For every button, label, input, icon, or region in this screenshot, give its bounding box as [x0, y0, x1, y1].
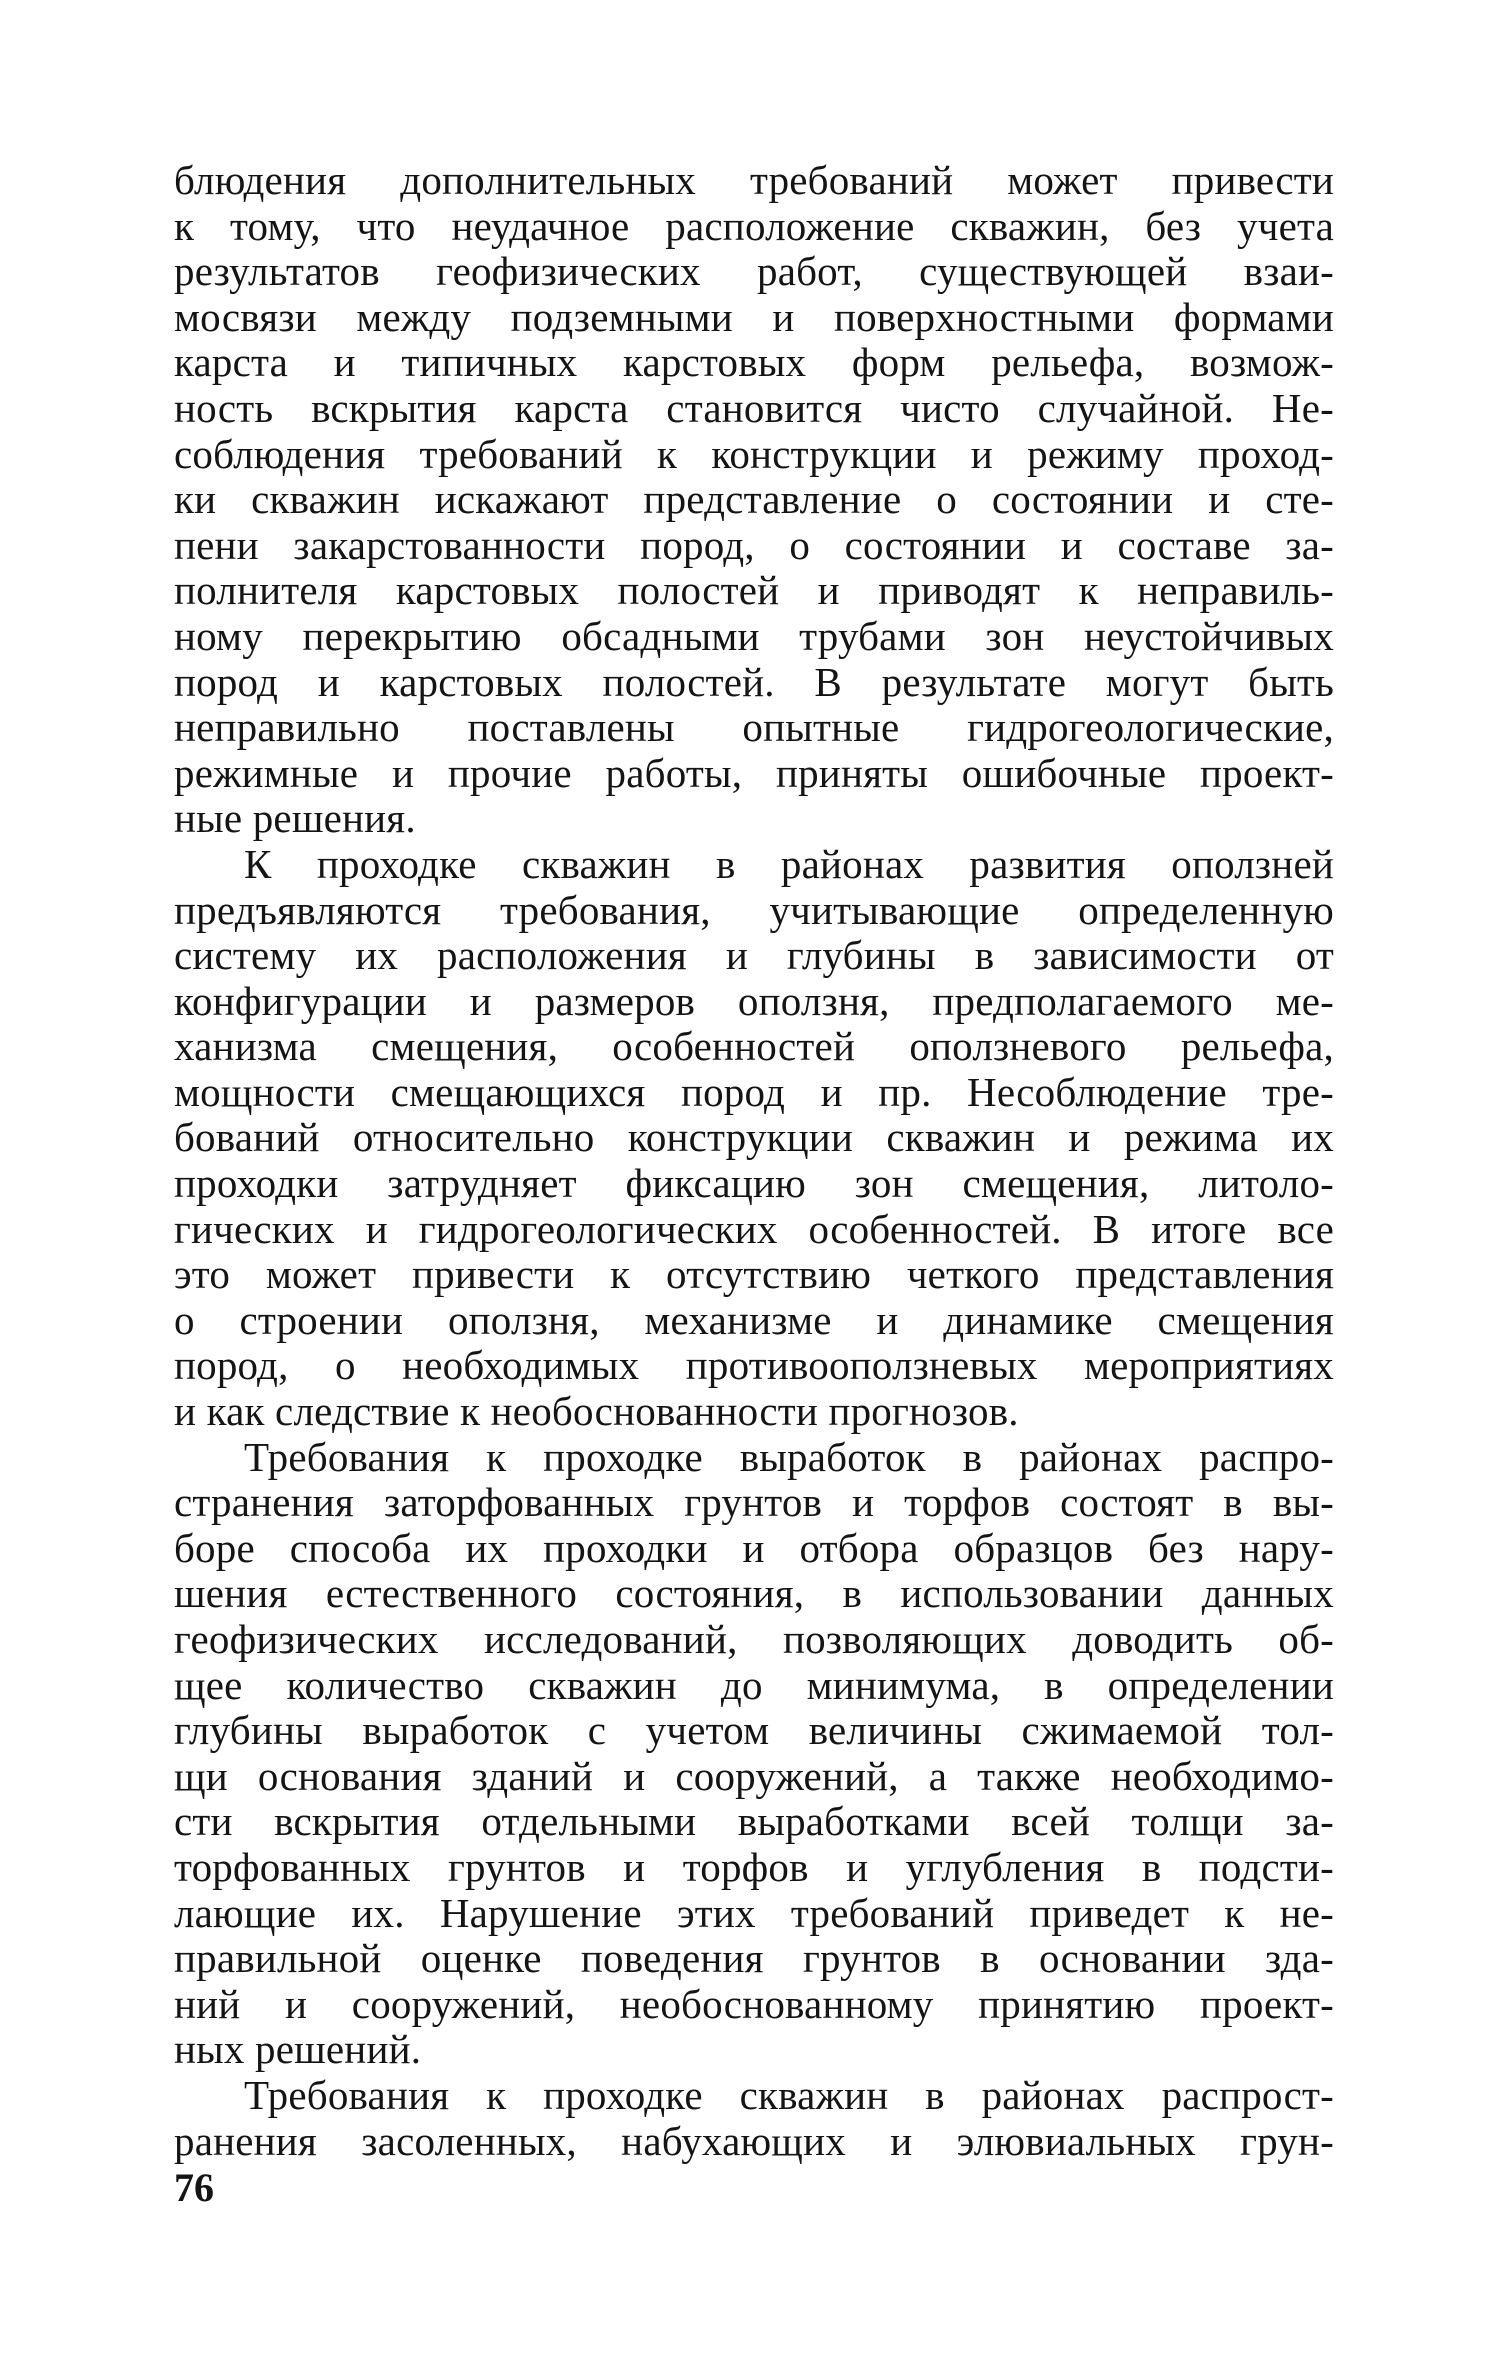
text-line: странения заторфованных грунтов и торфов состоят в вы- [174, 1479, 1334, 1526]
text-line: пород, о необходимых противооползневых мероприятиях [174, 1342, 1334, 1389]
text-line: ханизма смещения, особенностей оползневого рельефа, [174, 1023, 1334, 1070]
paragraph [174, 158, 1334, 842]
text-line: ность вскрытия карста становится чисто случайной. Не- [174, 384, 1334, 431]
text-line: проходки затрудняет фиксацию зон смещения, литоло- [174, 1160, 1334, 1207]
text-line: мосвязи между подземными и поверхностными формами [174, 293, 1334, 340]
text-line: шения естественного состояния, в использовании данных [174, 1570, 1334, 1617]
text-line: щи основания зданий и сооружений, а также необходимо- [174, 1752, 1334, 1799]
text-line: карста и типичных карстовых форм рельефа, возмож- [174, 339, 1334, 386]
text-line: неправильно поставлены опытные гидрогеологические, [174, 704, 1334, 751]
text-line: ранения засоленных, набухающих и элювиальных грун- [174, 2117, 1334, 2164]
text-line: бований относительно конструкции скважин и режима их [174, 1114, 1334, 1161]
text-line: сти вскрытия отдельными выработками всей толщи за- [174, 1798, 1334, 1845]
text-line: Требования к проходке скважин в районах распрост- [244, 2071, 1334, 2118]
text-line: предъявляются требования, учитывающие определенную [174, 886, 1334, 933]
text-line: это может привести к отсутствию четкого представления [174, 1251, 1334, 1298]
text-line: щее количество скважин до минимума, в определении [174, 1661, 1334, 1708]
text-line: К проходке скважин в районах развития оползней [244, 840, 1334, 887]
text-line: боре способа их проходки и отбора образцов без нару- [174, 1524, 1334, 1571]
text-line: соблюдения требований к конструкции и режиму проход- [174, 430, 1334, 477]
text-line: гических и гидрогеологических особенностей. В итоге все [174, 1205, 1334, 1252]
text-line: торфованных грунтов и торфов и углубления в подсти- [174, 1843, 1334, 1890]
text-line: о строении оползня, механизме и динамике смещения [174, 1296, 1334, 1343]
text-line: полнителя карстовых полостей и приводят к неправиль- [174, 567, 1334, 614]
text-line: блюдения дополнительных требований может привести [174, 157, 1334, 203]
text-line: глубины выработок с учетом величины сжимаемой тол- [174, 1707, 1334, 1754]
text-line: правильной оценке поведения грунтов в основании зда- [174, 1935, 1334, 1982]
text-line: режимные и прочие работы, приняты ошибочные проект- [174, 749, 1334, 796]
text-line: ные решения. [174, 795, 416, 842]
text-line: ний и сооружений, необоснованному принятию проект- [174, 1980, 1334, 2027]
text-line: результатов геофизических работ, существующей взаи- [174, 248, 1334, 295]
text-line: к тому, что неудачное расположение скважин, без учета [174, 202, 1334, 249]
text-line: систему их расположения и глубины в зависимости от [174, 932, 1334, 979]
text-line: ных решений. [174, 2026, 422, 2073]
page-body [174, 158, 1334, 2164]
text-line: Требования к проходке выработок в районах распро- [244, 1433, 1334, 1480]
text-line: ки скважин искажают представление о состоянии и сте- [174, 476, 1334, 523]
text-line: лающие их. Нарушение этих требований приведет к не- [174, 1889, 1334, 1936]
text-line: геофизических исследований, позволяющих доводить об- [174, 1616, 1334, 1662]
text-line: мощности смещающихся пород и пр. Несоблюдение тре- [174, 1068, 1334, 1115]
text-line: пени закарстованности пород, о состоянии и составе за- [174, 521, 1334, 568]
paragraph [174, 842, 1334, 1435]
text-line: конфигурации и размеров оползня, предполагаемого ме- [174, 977, 1334, 1024]
text-line: и как следствие к необоснованности прогнозов. [174, 1388, 1019, 1435]
text-line: пород и карстовых полостей. В результате могут быть [174, 658, 1334, 705]
paragraph [174, 1435, 1334, 2073]
page-number: 76 [174, 2165, 214, 2210]
text-line: ному перекрытию обсадными трубами зон неустойчивых [174, 612, 1334, 659]
paragraph [174, 2073, 1334, 2164]
